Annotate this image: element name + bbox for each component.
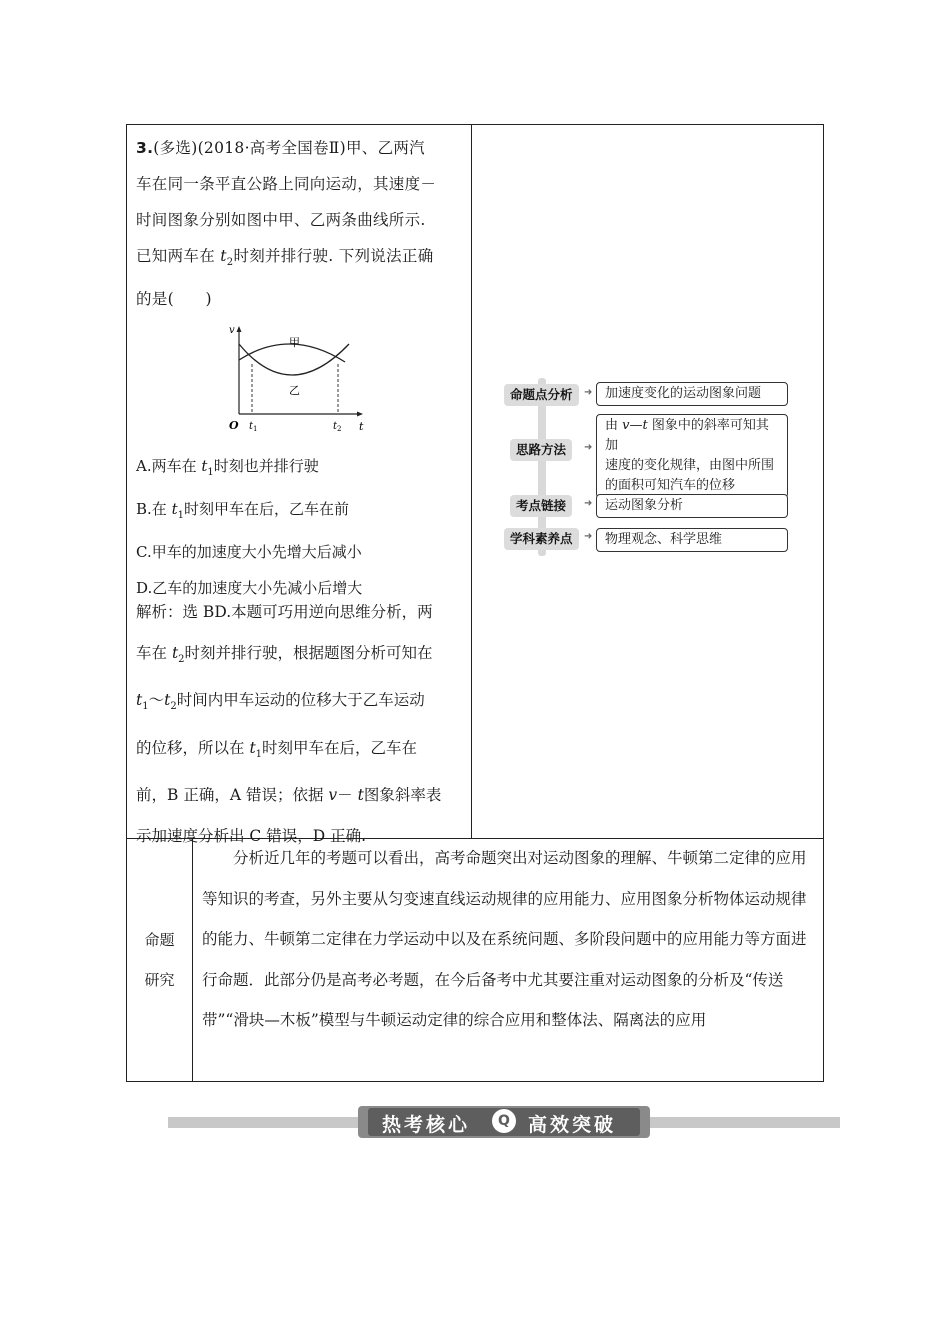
v-label: v [229,325,235,336]
analysis-line-3: $t_1\sim t_2$时间内甲车运动的位移大于乙车运动 [136,691,425,713]
t-axis-arrow [357,412,363,417]
q-badge-icon: Q [492,1109,516,1133]
question-line-1 [136,130,461,166]
research-label [126,838,193,1082]
analysis [136,592,466,856]
tag-exam-link: 考点链接 [510,495,572,517]
t2-label: $t_2$ [333,421,342,433]
t-label: t [359,420,364,433]
origin-label: O [229,419,239,432]
analysis-line-2: 车在 $t_2$时刻并排行驶，根据题图分析可知在 [136,643,433,665]
analysis-line-6: 示加速度分析出 C 错误，D 正确. [136,826,366,845]
question-number: 3. [136,139,154,157]
research-label-2: 研究 [144,971,175,989]
question-text-5: 的是( ) [136,290,212,309]
arrow-right-icon: ➜ [584,442,593,453]
velocity-time-graph [225,322,365,434]
t2-sub: 2 [226,257,234,269]
research-paragraph [202,838,814,1041]
v-axis-arrow [237,326,242,332]
option-b: B.在 $t_1$时刻甲车在后，乙车在前 [136,500,349,521]
tag-method: 思路方法 [510,439,572,461]
question-text-2: 车在同一条平直公路上同向运动，其速度－ [136,175,437,193]
content-method: 由 v—t 图象中的斜率可知其加 速度的变化规律，由图中所围 的面积可知汽车的位移 [596,414,788,498]
analysis-line-4: 的位移，所以在 $t_1$时刻甲车在后，乙车在 [136,738,418,760]
content-exam-link: 运动图象分析 [596,494,788,518]
question-line-4 [136,238,461,281]
research-label-1: 命题 [144,931,175,949]
research-text: 分析近几年的考题可以看出，高考命题突出对运动图象的理解、牛顿第二定律的应用等知识的考查，另外主要从匀变速直线运动规律的应用能力、应用图象分析物体运动规律的能力、牛顿第二定律在力学运动中以及在系统问题、多阶段问题中的应用能力等方面进行命题．此部分仍是高考必考题，在今后备考中尤其要注重对运动图象的分析及“传送带”“滑块—木板”模型与牛顿运动定律的综合应用和整体法、隔离法的应用 [202,849,807,1029]
question-text-4a: 已知两车在 [136,247,221,265]
tag-literacy: 学科素养点 [504,528,579,550]
arrow-right-icon: ➜ [584,531,593,542]
banner-right-text: 高效突破 [528,1114,617,1136]
option-d: D.乙车的加速度大小先减小后增大 [136,579,363,597]
question-stem [136,130,461,317]
yi-label: 乙 [289,384,300,397]
option-a: A.两车在 $t_1$时刻也并排行驶 [136,457,319,478]
jia-label: 甲 [289,336,300,349]
question-text-1: (多选)(2018·高考全国卷Ⅱ)甲、乙两汽 [153,139,425,157]
option-c: C.甲车的加速度大小先增大后减小 [136,543,362,561]
banner-left-text: 热考核心 [382,1114,471,1136]
question-text-3: 时间图象分别如图中甲、乙两条曲线所示. [136,211,426,229]
t2-symbol: t [220,247,227,265]
answer-options [136,448,466,606]
arrow-right-icon: ➜ [584,498,593,509]
arrow-right-icon: ➜ [584,387,593,398]
analysis-line-5: 前，B 正确，A 错误；依据 v－ t图象斜率表 [136,786,442,805]
content-literacy: 物理观念、科学思维 [596,528,788,552]
question-text-4b: 时刻并排行驶. 下列说法正确 [233,247,434,265]
section-banner [168,1106,840,1138]
t1-label: $t_1$ [249,421,258,433]
analysis-line-1: 解析：选 BD.本题可巧用逆向思维分析，两 [136,603,433,621]
mindmap [500,378,800,558]
content-proposition-analysis: 加速度变化的运动图象问题 [596,382,788,406]
tag-proposition-analysis: 命题点分析 [504,384,579,406]
